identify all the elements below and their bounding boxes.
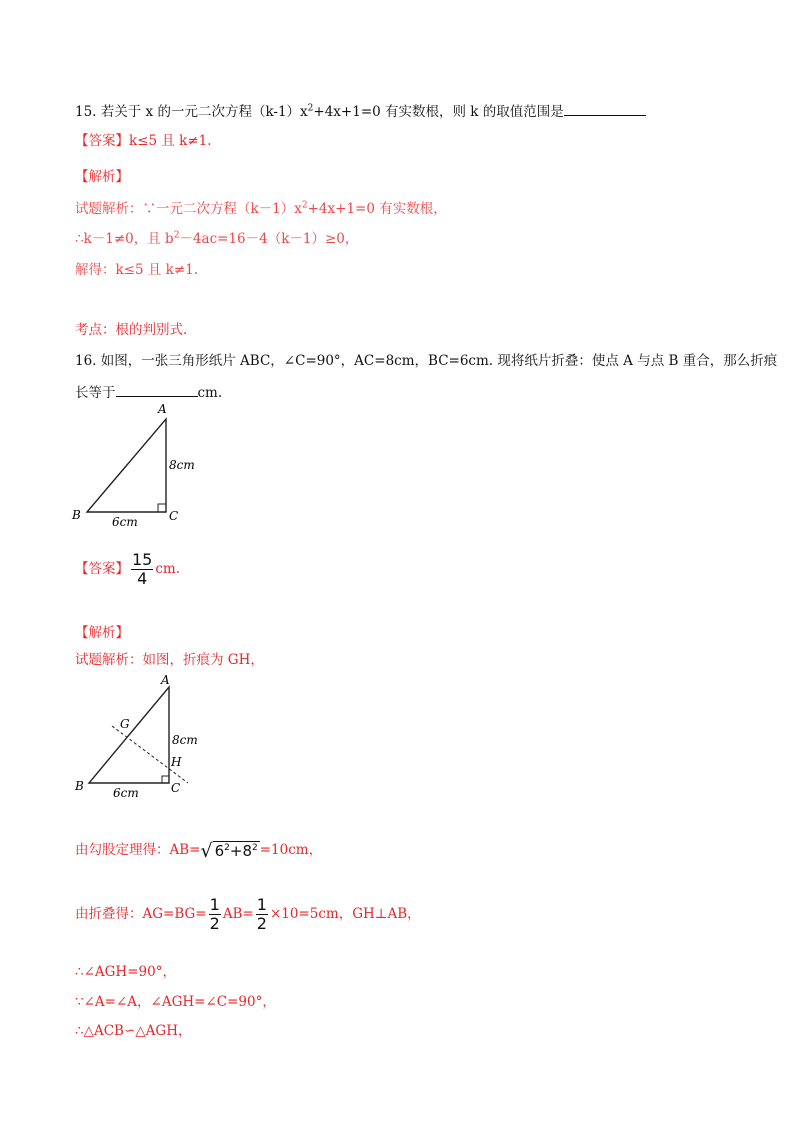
fig1-label-bc: 6cm <box>112 515 138 529</box>
triangle-figure-2 <box>70 670 220 810</box>
fig2-label-bc: 6cm <box>113 786 139 800</box>
fig1-label-b: B <box>72 508 81 522</box>
fig2-label-g: G <box>120 717 130 731</box>
q15-question: 15. 若关于 x 的一元二次方程$(k-1)x^2+4x+1=0$ 有实数根，则 k 的取值范围是 <box>75 100 646 120</box>
q16-step5: ∴△ACB∽△AGH， <box>75 1023 192 1039</box>
fig1-label-c: C <box>169 509 179 523</box>
q16-analysis-intro: 试题解析：如图，折痕为 GH， <box>75 652 264 668</box>
q16-question-line2: 长等于 cm. <box>75 385 223 401</box>
sqrt-sign: √ <box>200 839 213 862</box>
q16-step1: 由勾股定理得：AB= √ $6^2+8^2$ =10cm， <box>75 839 323 862</box>
q15-answer-blank <box>564 103 646 116</box>
fig2-label-a: A <box>161 673 170 687</box>
q16-answer-blank <box>116 384 198 397</box>
q16-step3: ∴∠AGH=90°， <box>75 964 176 980</box>
q15-analysis-label: 【解析】 <box>75 169 129 185</box>
fig1-label-ac: 8cm <box>169 458 195 472</box>
sqrt-expression: √ $6^2+8^2$ <box>200 839 258 862</box>
q16-question-line1: 16. 如图，一张三角形纸片 ABC，∠C=90°，AC=8cm，BC=6cm. 现将纸片折叠：使点 A 与点 B 重合，那么折痕 <box>75 353 778 369</box>
q15-answer: 【答案】k≤5 且 k≠1. <box>75 133 212 149</box>
fig2-label-c: C <box>171 781 181 795</box>
q16-step2: 由折叠得：AG=BG= $\frac{1}{2}$ AB= $\frac{1}{2}$ ×10=5cm，GH⊥AB， <box>75 895 421 933</box>
q16-step4: ∵∠A=∠A，∠AGH=∠C=90°， <box>75 994 276 1010</box>
q16-analysis-label: 【解析】 <box>75 625 129 641</box>
fig2-label-ac: 8cm <box>172 733 198 747</box>
q16-answer: 【答案】 $\frac{15}{4}$ cm. <box>75 550 181 588</box>
q15-analysis-line3: 解得：k≤5 且 k≠1. <box>75 262 199 278</box>
q15-analysis-line2: ∴k－1≠0，且 $b^2-4ac=16-4(k-1)\ge 0$， <box>75 230 359 247</box>
half-fraction-2: $\frac{1}{2}$ <box>256 895 267 933</box>
q15-kaodian: 考点：根的判别式. <box>75 322 188 338</box>
answer-fraction: $\frac{15}{4}$ <box>132 550 153 588</box>
half-fraction-1: $\frac{1}{2}$ <box>209 895 220 933</box>
fig2-label-b: B <box>75 779 84 793</box>
q15-analysis-line1: 试题解析：∵一元二次方程$(k-1)x^2+4x+1=0$ 有实数根， <box>75 200 447 217</box>
fig1-label-a: A <box>158 402 167 416</box>
triangle-figure-1 <box>70 400 210 530</box>
fig2-label-h: H <box>171 755 182 769</box>
